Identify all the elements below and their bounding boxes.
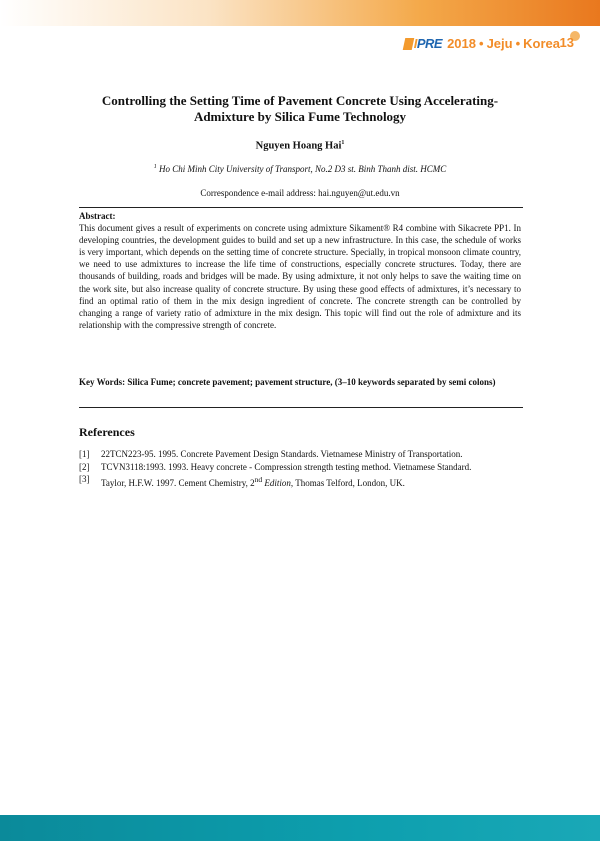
affiliation-text: Ho Chi Minh City University of Transport, No.2 D3 st. Binh Thanh dist. HCMC: [158, 164, 447, 174]
abstract-top-rule: [79, 207, 523, 208]
keywords-bottom-rule: [79, 407, 523, 408]
keywords: Key Words: Silica Fume; concrete pavement; pavement structure, (3–10 keywords separated by semi colons): [79, 377, 496, 387]
page-number: 13: [559, 35, 574, 50]
references-list: [79, 449, 523, 491]
conference-country: Korea: [523, 36, 560, 51]
reference-number: [2]: [79, 461, 90, 472]
abstract-body: This document gives a result of experiments on concrete using admixture Sikament® R4 combine with Sikacrete PP1. In developing countries, the development guides to build and set up a new infrastructure. In this case, the schedule of works is very important, which depends on the setting time of concrete structure. Specially, in tropical monsoon climate country, we need to use admixtures to increase the life time of constructions, especially concrete structures. Today, there are thousands of building, roads and bridges will be made. By using admixture, it not only helps to save the waiting time on the work site, but also increase quality of concrete structure. By using these good effects of admixtures, it’s necessary to find an optimal ratio of them in the mix design ingredient of concrete. The concrete strength can be controlled by changing a range of variety ratio of admixture in the mix design. This topic will find out the role of admixture and its relationship with the compressive strength of concrete.: [79, 223, 521, 330]
references-heading: References: [79, 425, 135, 439]
header-band: [0, 0, 600, 26]
footer-band: [0, 815, 600, 841]
correspondence-email: Correspondence e-mail address: hai.nguyen@ut.edu.vn: [200, 188, 400, 198]
author-superscript: 1: [341, 140, 345, 146]
conference-city: Jeju: [486, 36, 513, 51]
conference-label: 2018 • Jeju • Korea: [447, 36, 560, 51]
ipre-logo: IPRE: [404, 36, 442, 51]
author: [0, 140, 600, 152]
reference-item: [79, 449, 523, 461]
conference-year: 2018: [447, 36, 476, 51]
reference-text: TCVN3118:1993. 1993. Heavy concrete - Compression strength testing method. Vietnamese Standard.: [101, 461, 472, 472]
reference-item: [79, 462, 523, 474]
abstract-heading: Abstract:: [79, 211, 116, 221]
reference-text: 22TCN223-95. 1995. Concrete Pavement Design Standards. Vietnamese Ministry of Transportation.: [101, 449, 463, 459]
title-line-1: Controlling the Setting Time of Pavement Concrete Using Accelerating-: [101, 93, 499, 108]
abstract: [79, 210, 521, 331]
affiliation: [0, 164, 600, 174]
reference-text: Taylor, H.F.W. 1997. Cement Chemistry, 2nd Edition, Thomas Telford, London, UK.: [101, 475, 405, 488]
paper-title: [60, 93, 540, 125]
reference-number: [1]: [79, 449, 90, 459]
logo-mark-icon: [402, 38, 414, 50]
reference-item: [79, 474, 523, 490]
affiliation-superscript: 1: [153, 164, 157, 170]
conference-brand: [404, 36, 560, 51]
title-line-2: Admixture by Silica Fume Technology: [193, 109, 407, 124]
author-name: Nguyen Hoang Hai: [255, 140, 342, 152]
reference-number: [3]: [79, 474, 90, 484]
